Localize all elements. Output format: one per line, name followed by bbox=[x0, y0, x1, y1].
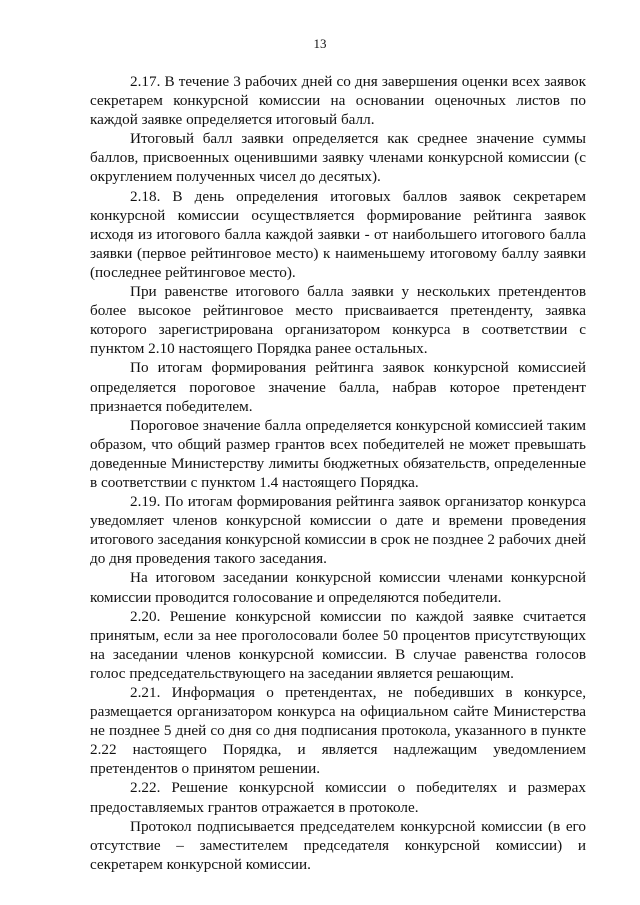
document-body bbox=[90, 72, 586, 874]
paragraph-equal-score: При равенстве итогового балла заявки у нескольких претендентов более высокое рейтинговое место присваивается претенденту, заявка которого зарегистрирована организатором конкурса в соответствии с пунктом 2.10 настоящего Порядка ранее остальных. bbox=[90, 283, 586, 358]
paragraph-2-18: 2.18. В день определения итоговых баллов заявок секретарем конкурсной комиссии осуществляется формирование рейтинга заявок исходя из итогового балла каждой заявки - от наибольшего итогового балла заявки (первое рейтинговое место) к наименьшему итоговому баллу заявки (последнее рейтинговое место). bbox=[90, 187, 586, 281]
paragraph-threshold-definition: Пороговое значение балла определяется конкурсной комиссией таким образом, что общий размер грантов всех победителей не может превышать доведенные Министерству лимиты бюджетных обязательств, определенные в соответствии с пунктом 1.4 настоящего Порядка. bbox=[90, 416, 586, 491]
paragraph-2-20: 2.20. Решение конкурсной комиссии по каждой заявке считается принятым, если за нее проголосовали более 50 процентов присутствующих на заседании членов конкурсной комиссии. В случае равенства голосов голос председательствующего на заседании является решающим. bbox=[90, 607, 586, 682]
page-number: 13 bbox=[313, 36, 327, 51]
paragraph-2-19: 2.19. По итогам формирования рейтинга заявок организатор конкурса уведомляет членов конкурсной комиссии о дате и времени проведения итогового заседания конкурсной комиссии в срок не позднее 2 рабочих дней до дня проведения такого заседания. bbox=[90, 493, 586, 568]
paragraph-2-17: 2.17. В течение 3 рабочих дней со дня завершения оценки всех заявок секретарем конкурсной комиссии на основании оценочных листов по каждой заявке определяется итоговый балл. bbox=[90, 73, 586, 129]
paragraph-final-meeting: На итоговом заседании конкурсной комиссии членами конкурсной комиссии проводится голосование и определяются победители. bbox=[90, 569, 586, 606]
paragraph-threshold: По итогам формирования рейтинга заявок конкурсной комиссией определяется пороговое значение балла, набрав которое претендент признается победителем. bbox=[90, 359, 586, 415]
paragraph-protocol-signature: Протокол подписывается председателем конкурсной комиссии (в его отсутствие – заместителем председателя конкурсной комиссии) и секретарем конкурсной комиссии. bbox=[90, 817, 586, 873]
paragraph-2-22: 2.22. Решение конкурсной комиссии о победителях и размерах предоставляемых грантов отражается в протоколе. bbox=[90, 779, 586, 816]
paragraph-2-21: 2.21. Информация о претендентах, не победивших в конкурсе, размещается организатором конкурса на официальном сайте Министерства не позднее 5 дней со дня со дня подписания протокола, указанного в пункте 2.22 настоящего Порядка, и является надлежащим уведомлением претендентов о принятом решении. bbox=[90, 684, 586, 778]
paragraph-final-score: Итоговый балл заявки определяется как среднее значение суммы баллов, присвоенных оценившими заявку членами конкурсной комиссии (с округлением полученных чисел до десятых). bbox=[90, 130, 586, 186]
